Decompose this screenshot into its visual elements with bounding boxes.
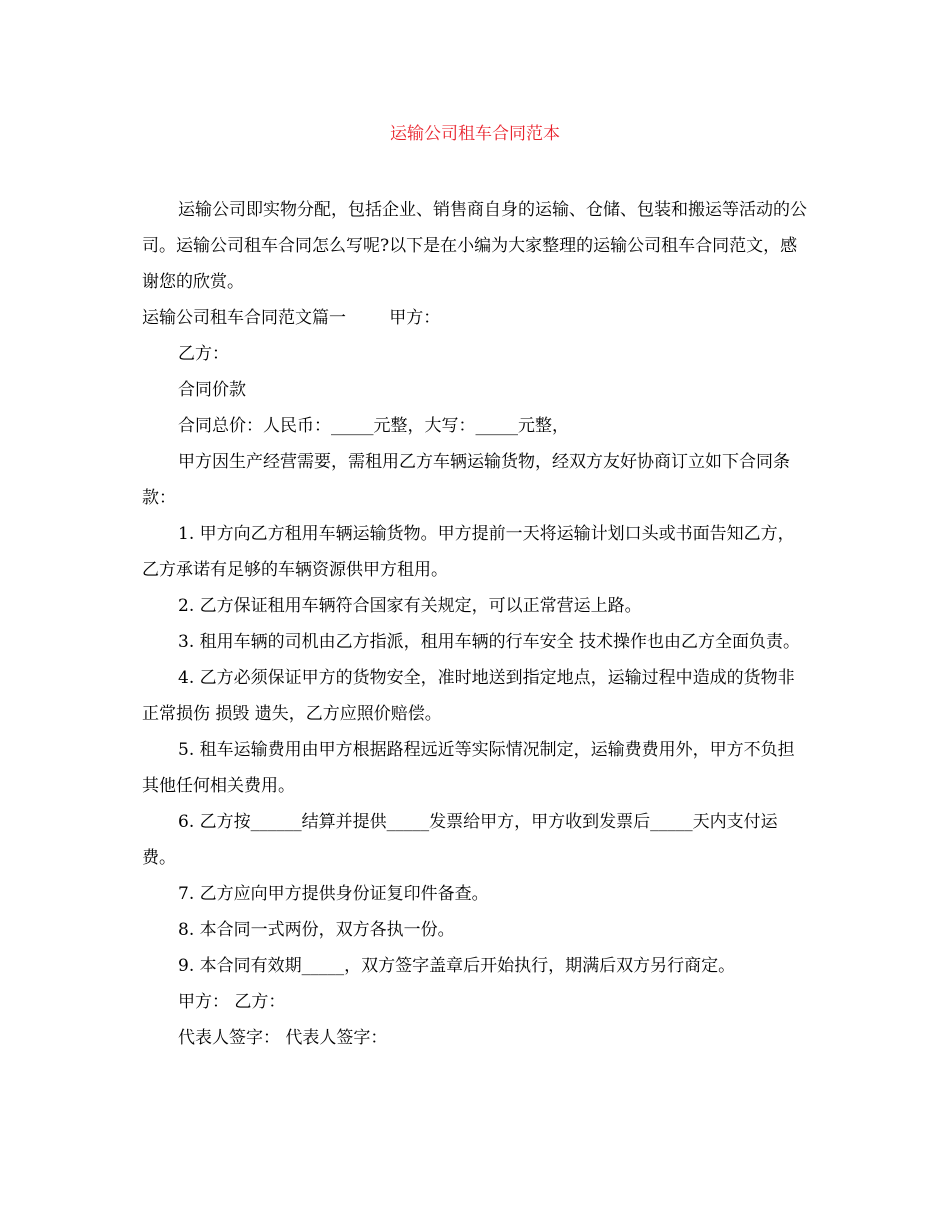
clause-4: 4. 乙方必须保证甲方的货物安全，准时地送到指定地点，运输过程中造成的货物非正常损伤 损毁 遗失，乙方应照价赔偿。 <box>142 668 795 724</box>
clause-9: 9. 本合同有效期_____，双方签字盖章后开始执行，期满后双方另行商定。 <box>178 956 736 976</box>
clause-8: 8. 本合同一式两份，双方各执一份。 <box>178 920 455 940</box>
clause-2: 2. 乙方保证租用车辆符合国家有关规定，可以正常营运上路。 <box>178 596 642 616</box>
clause-6: 6. 乙方按______结算并提供_____发票给甲方，甲方收到发票后_____天内支付运费。 <box>142 812 778 868</box>
contract-price-heading: 合同价款 <box>178 380 246 400</box>
document-body <box>142 192 808 1056</box>
intro-paragraph: 运输公司即实物分配，包括企业、销售商自身的运输、仓储、包装和搬运等活动的公司。运输公司租车合同怎么写呢?以下是在小编为大家整理的运输公司租车合同范文，感谢您的欣赏。 <box>142 200 807 292</box>
clause-3: 3. 租用车辆的司机由乙方指派，租用车辆的行车安全 技术操作也由乙方全面负责。 <box>178 632 801 652</box>
clause-5: 5. 租车运输费用由甲方根据路程远近等实际情况制定，运输费费用外，甲方不负担其他任何相关费用。 <box>142 740 795 796</box>
section-heading-party-a: 运输公司租车合同范文篇一 甲方： <box>142 308 441 328</box>
clause-1: 1. 甲方向乙方租用车辆运输货物。甲方提前一天将运输计划口头或书面告知乙方，乙方承诺有足够的车辆资源供甲方租用。 <box>142 524 795 580</box>
preamble-paragraph: 甲方因生产经营需要，需租用乙方车辆运输货物，经双方友好协商订立如下合同条款： <box>142 452 790 508</box>
clause-7: 7. 乙方应向甲方提供身份证复印件备查。 <box>178 884 489 904</box>
signature-representatives: 代表人签字： 代表人签字： <box>178 1028 388 1048</box>
contract-total-price: 合同总价：人民币：_____元整，大写：_____元整， <box>178 416 569 436</box>
signature-parties: 甲方： 乙方： <box>178 992 286 1012</box>
document-title: 运输公司租车合同范本 <box>390 124 560 144</box>
party-b-line: 乙方： <box>178 344 229 364</box>
